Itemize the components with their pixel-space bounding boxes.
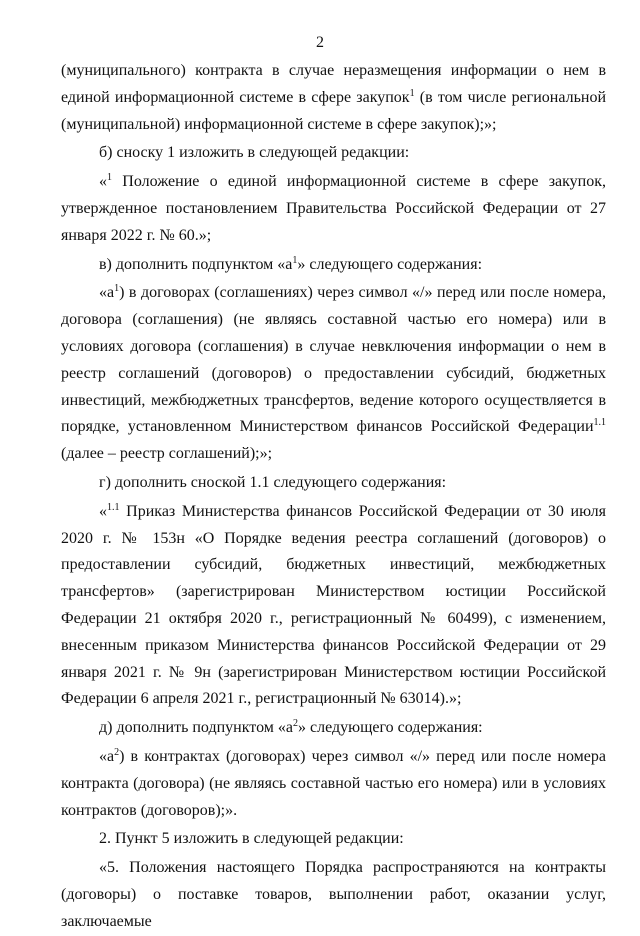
footnote-ref: 1.1 [593, 417, 606, 429]
subpoint-sup: 1 [292, 254, 298, 266]
page-number: 2 [316, 34, 324, 51]
paragraph-7: «$^{1.1}$ Приказ Министерства финансов Российской Федерации от 30 июля 2020 г. № 153н «О Порядке ведения реестра соглашений (договоров) о предоставлении субсидий, бюджетных инвестиций, межбюджетных трансфертов» (зарегистрирован Министерством юстиции Российской Федерации 21 октября 2020 г., регистрационный № 60499), с изменением, внесенным приказом Министерства финансов Российской Федерации от 29 января 2021 г. № 9н (зарегистрирован Министерством юстиции Российской Федерации 6 апреля 2021 г., регистрационный № 63014).»; [61, 501, 606, 708]
paragraph-5: «$а^1$) в договорах (соглашениях) через символ «/» перед или после номера, договора (соглашения) (не являясь составной частью его номера) или в условиях договора (соглашения) в случае невключения информации о нем в реестр соглашений (договоров) о предоставлении субсидий, бюджетных инвестиций, межбюджетных трансфертов, ведение которого осуществляется в порядке, установленном Министерством финансов Российской Федерации$^{1.1}$ (далее – реестр соглашений);»; [61, 283, 606, 463]
paragraph-6: г) дополнить сноской 1.1 следующего содержания: [99, 473, 447, 491]
subpoint-sup: 1 [114, 283, 120, 295]
paragraph-3: «$^1$ Положение о единой информационной системе в сфере закупок, утвержденное постановлением Правительства Российской Федерации от 27 января 2022 г. № 60.»; [61, 172, 606, 244]
paragraph-9: «$а^2$) в контрактах (договорах) через символ «/» перед или после номера контракта (договора) (не являясь составной частью его номера) или в условиях контрактов (договоров);». [61, 746, 606, 819]
paragraph-2: б) сноску 1 изложить в следующей редакции: [99, 144, 410, 162]
paragraph-10: 2. Пункт 5 изложить в следующей редакции: [99, 830, 404, 848]
subpoint-sup: 2 [293, 718, 298, 730]
document-body [61, 58, 606, 936]
paragraph-8: д) дополнить подпунктом «$а^2$» следующего содержания: [99, 718, 483, 737]
paragraph-1: (муниципального) контракта в случае неразмещения информации о нем в единой информационной системе в сфере закупок$^1$ (в том числе региональной (муниципальной) информационной системе в сфере закупок);»; [61, 62, 607, 133]
footnote-mark: 1.1 [107, 501, 120, 513]
subpoint-sup: 2 [114, 746, 120, 758]
footnote-mark: 1 [107, 172, 112, 184]
paragraph-4: в) дополнить подпунктом «$а^1$» следующего содержания: [99, 254, 483, 273]
footnote-ref: 1 [409, 87, 415, 99]
paragraph-11: «5. Положения настоящего Порядка распространяются на контракты (договоры) о поставке товаров, выполнении работ, оказании услуг, заключаемые [61, 859, 606, 930]
